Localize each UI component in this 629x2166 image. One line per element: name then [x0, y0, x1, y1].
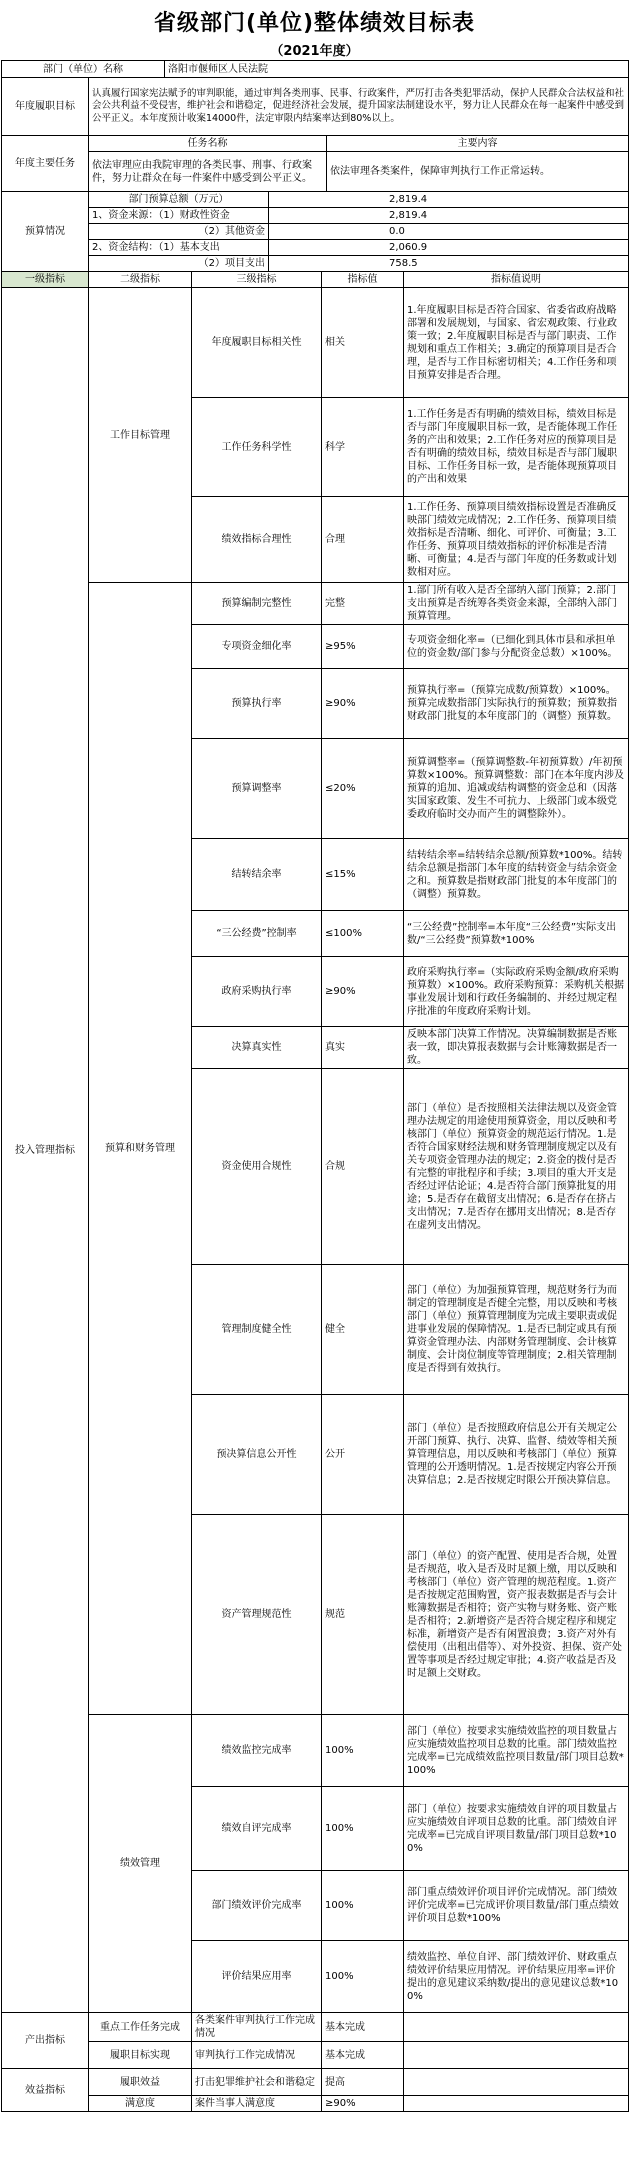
indicator-name: 绩效指标合理性 — [192, 497, 322, 583]
l2-key: 重点工作任务完成 — [89, 2013, 192, 2042]
indicator-name: 审判执行工作完成情况 — [192, 2042, 322, 2069]
indicator-desc: 部门（单位）为加强预算管理，规范财务行为而制定的管理制度是否健全完整，用以反映和考核部门（单位）预算管理制度为完成主要职责或促进事业发展的保障情况。1.是否已制定或具有预算资金管理办法、内部财务管理制度、会计核算制度、会计岗位制度等管理制度；2.相关管理制度是否得到有效执行。 — [404, 1265, 629, 1395]
indicator-name: “三公经费”控制率 — [192, 911, 322, 957]
head-desc: 指标值说明 — [404, 272, 629, 288]
indicator-name: 结转结余率 — [192, 839, 322, 911]
task-content: 依法审理各类案件，保障审判执行工作正常运转。 — [327, 152, 629, 192]
indicator-desc: 部门重点绩效评价项目评价完成情况。部门绩效评价完成率=已完成评价项目数量/部门重点绩效评价项目总数*100% — [404, 1871, 629, 1941]
indicator-value: ≤20% — [322, 739, 404, 839]
indicator-name: 工作任务科学性 — [192, 398, 322, 497]
indicator-name: 决算真实性 — [192, 1027, 322, 1069]
indicator-value: 基本完成 — [322, 2013, 404, 2042]
indicator-desc: 部门（单位）是否按照政府信息公开有关规定公开部门预算、执行、决算、监督、绩效等相关预算管理信息，用以反映和考核部门（单位）预算管理的公开透明情况。1.是否按规定内容公开预决算信息；2.是否按规定时限公开预决算信息。 — [404, 1395, 629, 1515]
task-label: 年度主要任务 — [2, 136, 89, 192]
indicator-desc: 1.年度履职目标是否符合国家、省委省政府战略部署和发展规划，与国家、省宏观政策、行业政策一致；2.年度履职目标是否与部门职责、工作规划和重点工作相关；3.确定的预算项目是否合理，是否与工作目标密切相关；4.工作任务和项目预算安排是否合理。 — [404, 288, 629, 398]
l2-perf: 绩效管理 — [89, 1715, 192, 2013]
indicator-desc — [404, 2042, 629, 2069]
indicator-name: 年度履职目标相关性 — [192, 288, 322, 398]
indicator-name: 绩效自评完成率 — [192, 1787, 322, 1871]
dept-value: 洛阳市偃师区人民法院 — [165, 61, 629, 78]
indicator-value: ≥90% — [322, 957, 404, 1027]
l1-effect: 效益指标 — [2, 2069, 89, 2112]
indicator-desc: 部门（单位）按要求实施绩效自评的项目数量占应实施绩效自评项目总数的比重。部门绩效自评完成率=已完成自评项目数量/部门项目总数*100% — [404, 1787, 629, 1871]
indicator-desc — [404, 2096, 629, 2112]
use-project-label: （2）项目支出 — [89, 256, 269, 272]
indicator-desc — [404, 2069, 629, 2096]
l2-satisfy: 满意度 — [89, 2096, 192, 2112]
head-l2: 二级指标 — [89, 272, 192, 288]
indicator-name: 预算编制完整性 — [192, 583, 322, 625]
indicator-value: 提高 — [322, 2069, 404, 2096]
indicator-desc: 预算调整率=（预算调整数-年初预算数）/年初预算数×100%。预算调整数：部门在本年度内涉及预算的追加、追减或结构调整的资金总和（因落实国家政策、发生不可抗力、上级部门或本级党委政府临时交办而产生的调整除外）。 — [404, 739, 629, 839]
indicator-value: 基本完成 — [322, 2042, 404, 2069]
indicator-value: 完整 — [322, 583, 404, 625]
use-label: 2、资金结构：（1）基本支出 — [89, 240, 269, 256]
indicator-desc: 部门（单位）是否按照相关法律法规以及资金管理办法规定的用途使用预算资金，用以反映和考核部门（单位）预算资金的规范运行情况。1.是否符合国家财经法规和财务管理制度规定以及有关专项资金管理办法的规定；2.资金的拨付是否有完整的审批程序和手续；3.项目的重大开支是否经过评估论证；4.是否符合部门预算批复的用途；5.是否存在截留支出情况；6.是否存在挤占支出情况；7.是否存在挪用支出情况；8.是否存在虚列支出情况。 — [404, 1069, 629, 1265]
indicator-desc: 部门（单位）按要求实施绩效监控的项目数量占应实施绩效监控项目总数的比重。部门绩效监控完成率=已完成绩效监控项目数量/部门项目总数*100% — [404, 1715, 629, 1787]
page-year: （2021年度） — [270, 44, 359, 59]
indicator-value: 相关 — [322, 288, 404, 398]
indicator-value: ≥90% — [322, 669, 404, 739]
budget-total: 2,819.4 — [269, 192, 629, 208]
indicator-name: 预算执行率 — [192, 669, 322, 739]
task-head-content: 主要内容 — [327, 136, 629, 152]
indicator-name: 政府采购执行率 — [192, 957, 322, 1027]
indicator-desc: 部门（单位）的资产配置、使用是否合规，处置是否规范，收入是否及时足额上缴，用以反映和考核部门（单位）资产管理的规范程度。1.资产是否按规定范围购置，资产报表数据是否与会计账簿数据是否相符；资产实物与财务账、资产账是否相符；2.新增资产是否符合规定程序和规定标准，新增资产是否有闲置浪费；3.资产对外有偿使用（出租出借等）、对外投资、担保、资产处置等事项是否经过规定审批；4.资产收益是否及时足额上交财政。 — [404, 1515, 629, 1715]
indicator-value: 100% — [322, 1871, 404, 1941]
l2-duty: 履职目标实现 — [89, 2042, 192, 2069]
use-project: 758.5 — [269, 256, 629, 272]
indicator-value: 100% — [322, 1787, 404, 1871]
indicator-value: 合规 — [322, 1069, 404, 1265]
indicator-table — [1, 271, 629, 2112]
indicator-desc: 1.部门所有收入是否全部纳入部门预算；2.部门支出预算是否统筹各类资金来源，全部纳入部门预算管理。 — [404, 583, 629, 625]
indicator-desc: 预算执行率=（预算完成数/预算数）×100%。预算完成数指部门实际执行的预算数；预算数指财政部门批复的本年度部门的（调整）预算数。 — [404, 669, 629, 739]
indicator-name: 管理制度健全性 — [192, 1265, 322, 1395]
indicator-desc: 结转结余率=结转结余总额/预算数*100%。结转结余总额是指部门本年度的结转资金与结余资金之和。预算数是指财政部门批复的本年度部门的（调整）预算数。 — [404, 839, 629, 911]
l2-finance: 预算和财务管理 — [89, 583, 192, 1715]
indicator-name: 资产管理规范性 — [192, 1515, 322, 1715]
l2-benefit: 履职效益 — [89, 2069, 192, 2096]
indicator-value: 真实 — [322, 1027, 404, 1069]
indicator-value: ≥90% — [322, 2096, 404, 2112]
indicator-name: 预决算信息公开性 — [192, 1395, 322, 1515]
indicator-value: 健全 — [322, 1265, 404, 1395]
head-l1: 一级指标 — [2, 272, 89, 288]
indicator-desc: “三公经费”控制率=本年度“三公经费”实际支出数/“三公经费”预算数*100% — [404, 911, 629, 957]
indicator-name: 专项资金细化率 — [192, 625, 322, 669]
indicator-value: ≤15% — [322, 839, 404, 911]
indicator-desc: 反映本部门决算工作情况。决算编制数据是否账表一致，即决算报表数据与会计账簿数据是否一致。 — [404, 1027, 629, 1069]
indicator-name: 预算调整率 — [192, 739, 322, 839]
indicator-value: 100% — [322, 1715, 404, 1787]
indicator-desc — [404, 2013, 629, 2042]
indicator-value: 公开 — [322, 1395, 404, 1515]
source-other-label: （2）其他资金 — [89, 224, 269, 240]
indicator-name: 资金使用合规性 — [192, 1069, 322, 1265]
indicator-desc: 专项资金细化率=（已细化到具体市县和承担单位的资金数/部门参与分配资金总数）×100%。 — [404, 625, 629, 669]
budget-label: 预算情况 — [2, 192, 89, 272]
head-l3: 三级指标 — [192, 272, 322, 288]
l1-input: 投入管理指标 — [2, 288, 89, 2013]
indicator-value: 合理 — [322, 497, 404, 583]
source-label: 1、资金来源：（1）财政性资金 — [89, 208, 269, 224]
indicator-desc: 政府采购执行率=（实际政府采购金额/政府采购预算数）×100%。政府采购预算：采购机关根据事业发展计划和行政任务编制的、并经过规定程序批准的年度政府采购计划。 — [404, 957, 629, 1027]
indicator-name: 各类案件审判执行工作完成情况 — [192, 2013, 322, 2042]
source-fiscal: 2,819.4 — [269, 208, 629, 224]
indicator-value: 科学 — [322, 398, 404, 497]
indicator-desc: 绩效监控、单位自评、部门绩效评价、财政重点绩效评价结果应用情况。评价结果应用率=评价提出的意见建议采纳数/提出的意见建议总数*100% — [404, 1941, 629, 2013]
indicator-name: 评价结果应用率 — [192, 1941, 322, 2013]
task-head-name: 任务名称 — [89, 136, 327, 152]
indicator-value: ≥95% — [322, 625, 404, 669]
l1-output: 产出指标 — [2, 2013, 89, 2069]
duty-value: 认真履行国家宪法赋予的审判职能，通过审判各类刑事、民事、行政案件，严厉打击各类犯罪活动，保护人民群众合法权益和社会公共利益不受侵害，维护社会和谐稳定，促进经济社会发展，提升国家法制建设水平，努力让人民群众在每一起案件中感受到公平正义。本年度预计收案14000件，法定审限内结案率达到80%以上。 — [89, 78, 629, 136]
indicator-value: 规范 — [322, 1515, 404, 1715]
indicator-name: 案件当事人满意度 — [192, 2096, 322, 2112]
l2-work: 工作目标管理 — [89, 288, 192, 583]
info-table — [1, 60, 629, 272]
use-basic: 2,060.9 — [269, 240, 629, 256]
indicator-desc: 1.工作任务、预算项目绩效指标设置是否准确反映部门绩效完成情况；2.工作任务、预算项目绩效指标是否清晰、细化、可评价、可衡量；3.工作任务、预算项目绩效指标的评价标准是否清晰、可衡量；4.是否与部门年度的任务数或计划数相对应。 — [404, 497, 629, 583]
task-name: 依法审理应由我院审理的各类民事、刑事、行政案件，努力让群众在每一件案件中感受到公平正义。 — [89, 152, 327, 192]
indicator-name: 部门绩效评价完成率 — [192, 1871, 322, 1941]
indicator-value: 100% — [322, 1941, 404, 2013]
budget-total-label: 部门预算总额（万元） — [89, 192, 269, 208]
page-title: 省级部门(单位)整体绩效目标表 — [153, 11, 476, 36]
duty-label: 年度履职目标 — [2, 78, 89, 136]
dept-label: 部门（单位）名称 — [2, 61, 165, 78]
head-value: 指标值 — [322, 272, 404, 288]
indicator-name: 绩效监控完成率 — [192, 1715, 322, 1787]
indicator-value: ≤100% — [322, 911, 404, 957]
source-other: 0.0 — [269, 224, 629, 240]
indicator-name: 打击犯罪维护社会和谐稳定 — [192, 2069, 322, 2096]
indicator-desc: 1.工作任务是否有明确的绩效目标，绩效目标是否与部门年度履职目标一致，是否能体现工作任务的产出和效果；2.工作任务对应的预算项目是否有明确的绩效目标，绩效目标是否与部门履职目标、工作任务目标一致，是否能体现预算项目的产出和效果 — [404, 398, 629, 497]
